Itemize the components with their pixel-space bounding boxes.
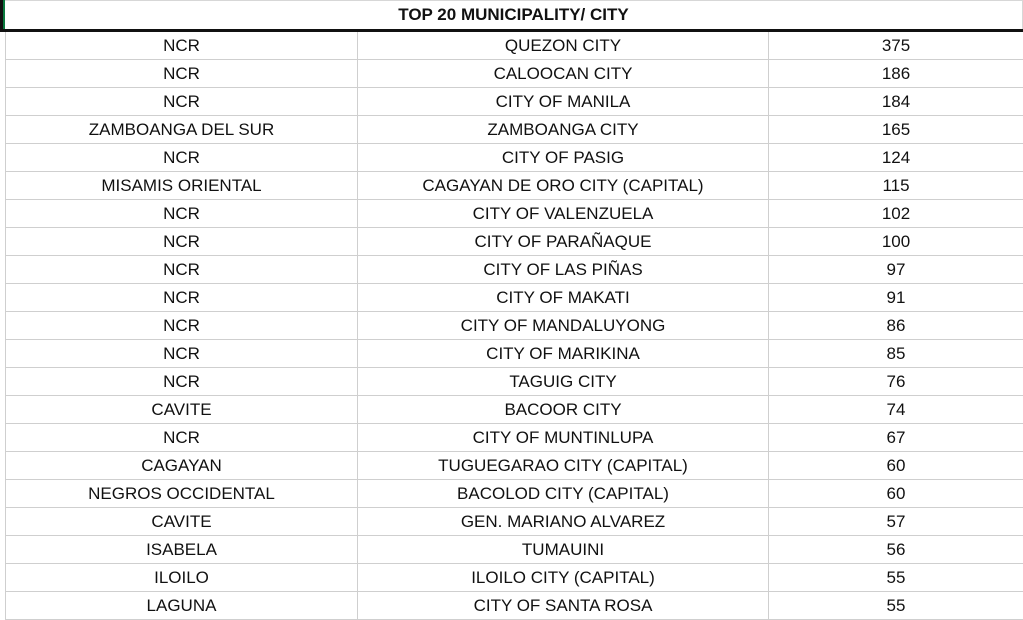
count-cell[interactable]: 56 xyxy=(769,536,1023,564)
province-cell[interactable]: ISABELA xyxy=(6,536,358,564)
table-title[interactable]: TOP 20 MUNICIPALITY/ CITY xyxy=(5,0,1023,29)
city-cell[interactable]: CITY OF SANTA ROSA xyxy=(358,592,769,620)
table-row xyxy=(6,396,1023,424)
table-body xyxy=(6,32,1023,620)
count-cell[interactable]: 60 xyxy=(769,480,1023,508)
table-row xyxy=(6,284,1023,312)
city-cell[interactable]: CITY OF PASIG xyxy=(358,144,769,172)
province-cell[interactable]: CAVITE xyxy=(6,396,358,424)
count-cell[interactable]: 124 xyxy=(769,144,1023,172)
province-cell[interactable]: NCR xyxy=(6,424,358,452)
province-cell[interactable]: NCR xyxy=(6,256,358,284)
city-cell[interactable]: TUMAUINI xyxy=(358,536,769,564)
table-row xyxy=(6,88,1023,116)
city-cell[interactable]: CITY OF MANDALUYONG xyxy=(358,312,769,340)
city-cell[interactable]: CITY OF MANILA xyxy=(358,88,769,116)
municipality-table xyxy=(5,32,1023,620)
city-cell[interactable]: BACOOR CITY xyxy=(358,396,769,424)
table-row xyxy=(6,592,1023,620)
city-cell[interactable]: TAGUIG CITY xyxy=(358,368,769,396)
count-cell[interactable]: 165 xyxy=(769,116,1023,144)
city-cell[interactable]: CAGAYAN DE ORO CITY (CAPITAL) xyxy=(358,172,769,200)
count-cell[interactable]: 86 xyxy=(769,312,1023,340)
table-row xyxy=(6,536,1023,564)
cell-border-edge xyxy=(0,0,3,32)
table-row xyxy=(6,228,1023,256)
province-cell[interactable]: CAGAYAN xyxy=(6,452,358,480)
count-cell[interactable]: 97 xyxy=(769,256,1023,284)
province-cell[interactable]: CAVITE xyxy=(6,508,358,536)
province-cell[interactable]: NCR xyxy=(6,368,358,396)
city-cell[interactable]: CITY OF MARIKINA xyxy=(358,340,769,368)
city-cell[interactable]: ILOILO CITY (CAPITAL) xyxy=(358,564,769,592)
table-row xyxy=(6,424,1023,452)
count-cell[interactable]: 186 xyxy=(769,60,1023,88)
city-cell[interactable]: CITY OF PARAÑAQUE xyxy=(358,228,769,256)
province-cell[interactable]: NCR xyxy=(6,60,358,88)
city-cell[interactable]: BACOLOD CITY (CAPITAL) xyxy=(358,480,769,508)
table-row xyxy=(6,564,1023,592)
city-cell[interactable]: QUEZON CITY xyxy=(358,32,769,60)
count-cell[interactable]: 91 xyxy=(769,284,1023,312)
city-cell[interactable]: ZAMBOANGA CITY xyxy=(358,116,769,144)
table-row xyxy=(6,340,1023,368)
count-cell[interactable]: 100 xyxy=(769,228,1023,256)
count-cell[interactable]: 102 xyxy=(769,200,1023,228)
count-cell[interactable]: 85 xyxy=(769,340,1023,368)
table-row xyxy=(6,312,1023,340)
table-row xyxy=(6,60,1023,88)
province-cell[interactable]: NCR xyxy=(6,88,358,116)
count-cell[interactable]: 375 xyxy=(769,32,1023,60)
table-row xyxy=(6,172,1023,200)
table-row xyxy=(6,144,1023,172)
count-cell[interactable]: 60 xyxy=(769,452,1023,480)
table-row xyxy=(6,256,1023,284)
city-cell[interactable]: CITY OF LAS PIÑAS xyxy=(358,256,769,284)
province-cell[interactable]: NCR xyxy=(6,340,358,368)
table-row xyxy=(6,452,1023,480)
count-cell[interactable]: 115 xyxy=(769,172,1023,200)
table-row xyxy=(6,116,1023,144)
count-cell[interactable]: 184 xyxy=(769,88,1023,116)
province-cell[interactable]: NCR xyxy=(6,312,358,340)
table-row xyxy=(6,480,1023,508)
city-cell[interactable]: CITY OF MAKATI xyxy=(358,284,769,312)
count-cell[interactable]: 55 xyxy=(769,564,1023,592)
province-cell[interactable]: NCR xyxy=(6,228,358,256)
table-row xyxy=(6,508,1023,536)
province-cell[interactable]: NCR xyxy=(6,284,358,312)
province-cell[interactable]: ILOILO xyxy=(6,564,358,592)
city-cell[interactable]: CITY OF VALENZUELA xyxy=(358,200,769,228)
city-cell[interactable]: GEN. MARIANO ALVAREZ xyxy=(358,508,769,536)
province-cell[interactable]: LAGUNA xyxy=(6,592,358,620)
province-cell[interactable]: NCR xyxy=(6,200,358,228)
count-cell[interactable]: 76 xyxy=(769,368,1023,396)
province-cell[interactable]: NCR xyxy=(6,32,358,60)
city-cell[interactable]: CALOOCAN CITY xyxy=(358,60,769,88)
table-row xyxy=(6,200,1023,228)
table-row xyxy=(6,32,1023,60)
count-cell[interactable]: 57 xyxy=(769,508,1023,536)
province-cell[interactable]: MISAMIS ORIENTAL xyxy=(6,172,358,200)
city-cell[interactable]: CITY OF MUNTINLUPA xyxy=(358,424,769,452)
table-row xyxy=(6,368,1023,396)
province-cell[interactable]: ZAMBOANGA DEL SUR xyxy=(6,116,358,144)
province-cell[interactable]: NEGROS OCCIDENTAL xyxy=(6,480,358,508)
city-cell[interactable]: TUGUEGARAO CITY (CAPITAL) xyxy=(358,452,769,480)
count-cell[interactable]: 67 xyxy=(769,424,1023,452)
count-cell[interactable]: 55 xyxy=(769,592,1023,620)
province-cell[interactable]: NCR xyxy=(6,144,358,172)
count-cell[interactable]: 74 xyxy=(769,396,1023,424)
